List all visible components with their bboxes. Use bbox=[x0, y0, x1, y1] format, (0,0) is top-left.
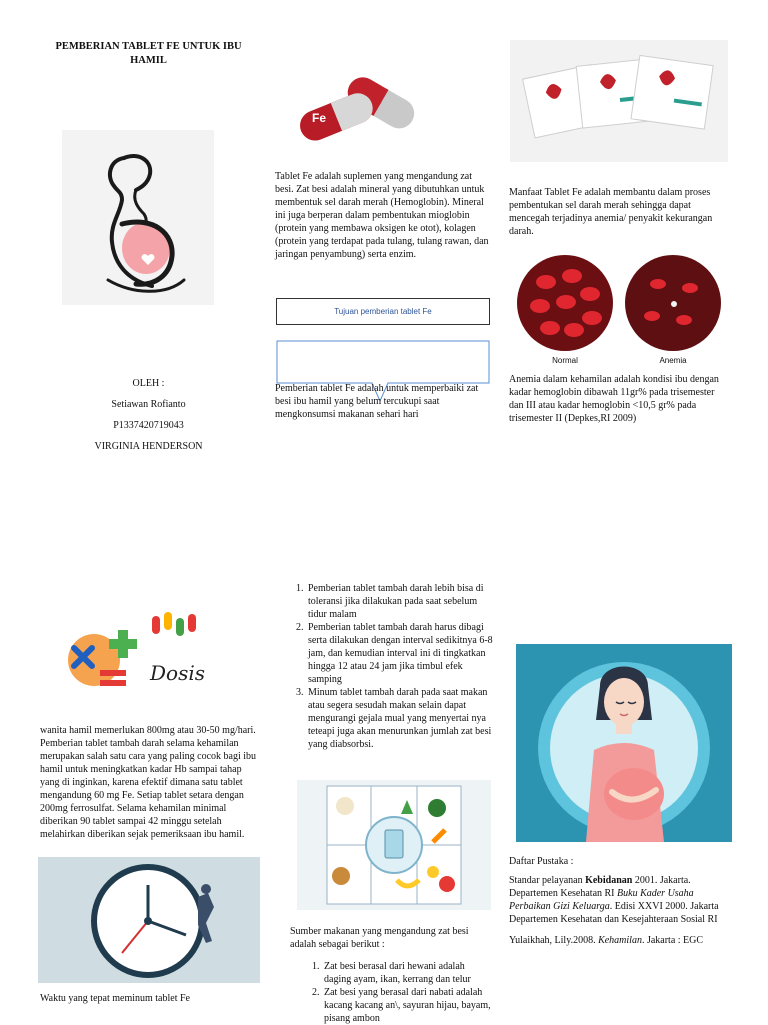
tujuan-box-label: Tujuan pemberian tablet Fe bbox=[334, 307, 432, 316]
food-groups-image bbox=[297, 780, 491, 910]
sumber-item: 2. Zat besi yang berasal dari nabati adalah kacang kacang an\, sayuran hijau, bayam, pisang ambon bbox=[322, 986, 494, 1025]
sumber-intro: Sumber makanan yang mengandung zat besi adalah sebagai berikut : bbox=[290, 926, 469, 950]
brochure-title: PEMBERIAN TABLET FE UNTUK IBU HAMIL bbox=[55, 41, 242, 66]
tips-list bbox=[288, 582, 494, 751]
author-name: Setiawan Rofianto bbox=[111, 399, 186, 410]
pregnant-woman-illustration bbox=[62, 130, 214, 305]
author-oleh: OLEH : bbox=[132, 378, 165, 389]
anemia-blood-cells bbox=[624, 254, 722, 352]
theory-name: VIRGINIA HENDERSON bbox=[94, 441, 203, 452]
tip-item: 3. Minum tablet tambah darah pada saat makan atau segera sesudah makan selain dapat mengurangi gejala mual yang menyertai nya teteapi juga akan menurunkan jumlah zat besi yang diabsorbsi. bbox=[306, 686, 494, 751]
tujuan-text: Pemberian tablet Fe adalah untuk memperbaiki zat besi ibu hamil yang belum tercukupi saat mengkonsumsi makanan sehari hari bbox=[275, 383, 479, 420]
author-nim: P1337420719043 bbox=[113, 420, 184, 431]
references bbox=[509, 874, 731, 953]
normal-blood-cells bbox=[516, 254, 614, 352]
tip-item: 1. Pemberian tablet tambah darah lebih bisa di toleransi jika dilakukan pada saat sebelum tidur malam bbox=[306, 582, 494, 621]
dosis-illustration bbox=[60, 608, 210, 703]
tujuan-box bbox=[276, 298, 490, 325]
fe-capsule-image bbox=[298, 58, 418, 148]
reference-item: Yulaikhah, Lily.2008. Kehamilan. Jakarta : EGC bbox=[509, 935, 704, 946]
sumber-list bbox=[304, 960, 494, 1025]
fe-definition-text: Tablet Fe adalah suplemen yang mengandung zat besi. Zat besi adalah mineral yang dibutuhkan untuk membentuk sel darah merah (Hemoglobin). Mineral ini juga berperan dalam pembentukan mioglobin (protein yang membawa oksigen ke otot), kolagen (protein yang terdapat pada tulang, tulang rawan, dan jaringan penyambung) serta enzim. bbox=[275, 171, 489, 260]
waktu-caption: Waktu yang tepat meminum tablet Fe bbox=[40, 993, 190, 1004]
pregnant-mother-illustration bbox=[516, 644, 732, 842]
daftar-pustaka-title: Daftar Pustaka : bbox=[509, 856, 574, 867]
dosis-text: wanita hamil memerlukan 800mg atau 30-50 mg/hari. Pemberian tablet tambah darah selama kehamilan merupakan salah satu cara yang paling cocok bagi ibu hamil untuk meningkatkan kadar Hb sampai tahap yang di inginkan, karena efektif dimana satu tablet mengandung 60 mg Fe. Setiap tablet setara dengan 200mg ferrosulfat. Selama kehamilan minimal diberikan 90 tablet sampai 42 minggu setelah melahirkan diberikan sejak pemeriksaan ibu hamil. bbox=[40, 725, 257, 840]
manfaat-text: Manfaat Tablet Fe adalah membantu dalam proses pembentukan sel darah merah sehingga dapat mencegah terjadinya anemia/ penyakit kekurangan darah. bbox=[509, 187, 713, 237]
label-anemia: Anemia bbox=[659, 356, 687, 365]
clock-illustration bbox=[38, 857, 260, 983]
dosis-label: Dosis bbox=[150, 661, 205, 685]
fe-sachets-image bbox=[510, 40, 728, 162]
label-normal: Normal bbox=[552, 356, 578, 365]
capsule-label: Fe bbox=[312, 111, 327, 125]
tip-item: 2. Pemberian tablet tambah darah harus dibagi serta dilakukan dengan interval sedikitnya 6-8 jam, dan kemudian interval ini di tingkatkan hingga 12 atau 24 jam jika timbul efek samping bbox=[306, 621, 494, 686]
sumber-item: 1. Zat besi berasal dari hewani adalah daging ayam, ikan, kerrang dan telur bbox=[322, 960, 494, 986]
anemia-definition-text: Anemia dalam kehamilan adalah kondisi ibu dengan kadar hemoglobin dibawah 11gr% pada trisemester dan III atau kadar hemoglobin <10,5 gr% pada trisemester II (Depkes,RI 2009) bbox=[509, 374, 719, 424]
reference-item: Standar pelayanan Kebidanan 2001. Jakarta. Departemen Kesehatan RI Buku Kader Usaha Perbaikan Gizi Keluarga. Edisi XXVI 2000. Jakarta Departemen Kesehatan dan Kesejahteraan Sosial RI bbox=[509, 875, 719, 925]
